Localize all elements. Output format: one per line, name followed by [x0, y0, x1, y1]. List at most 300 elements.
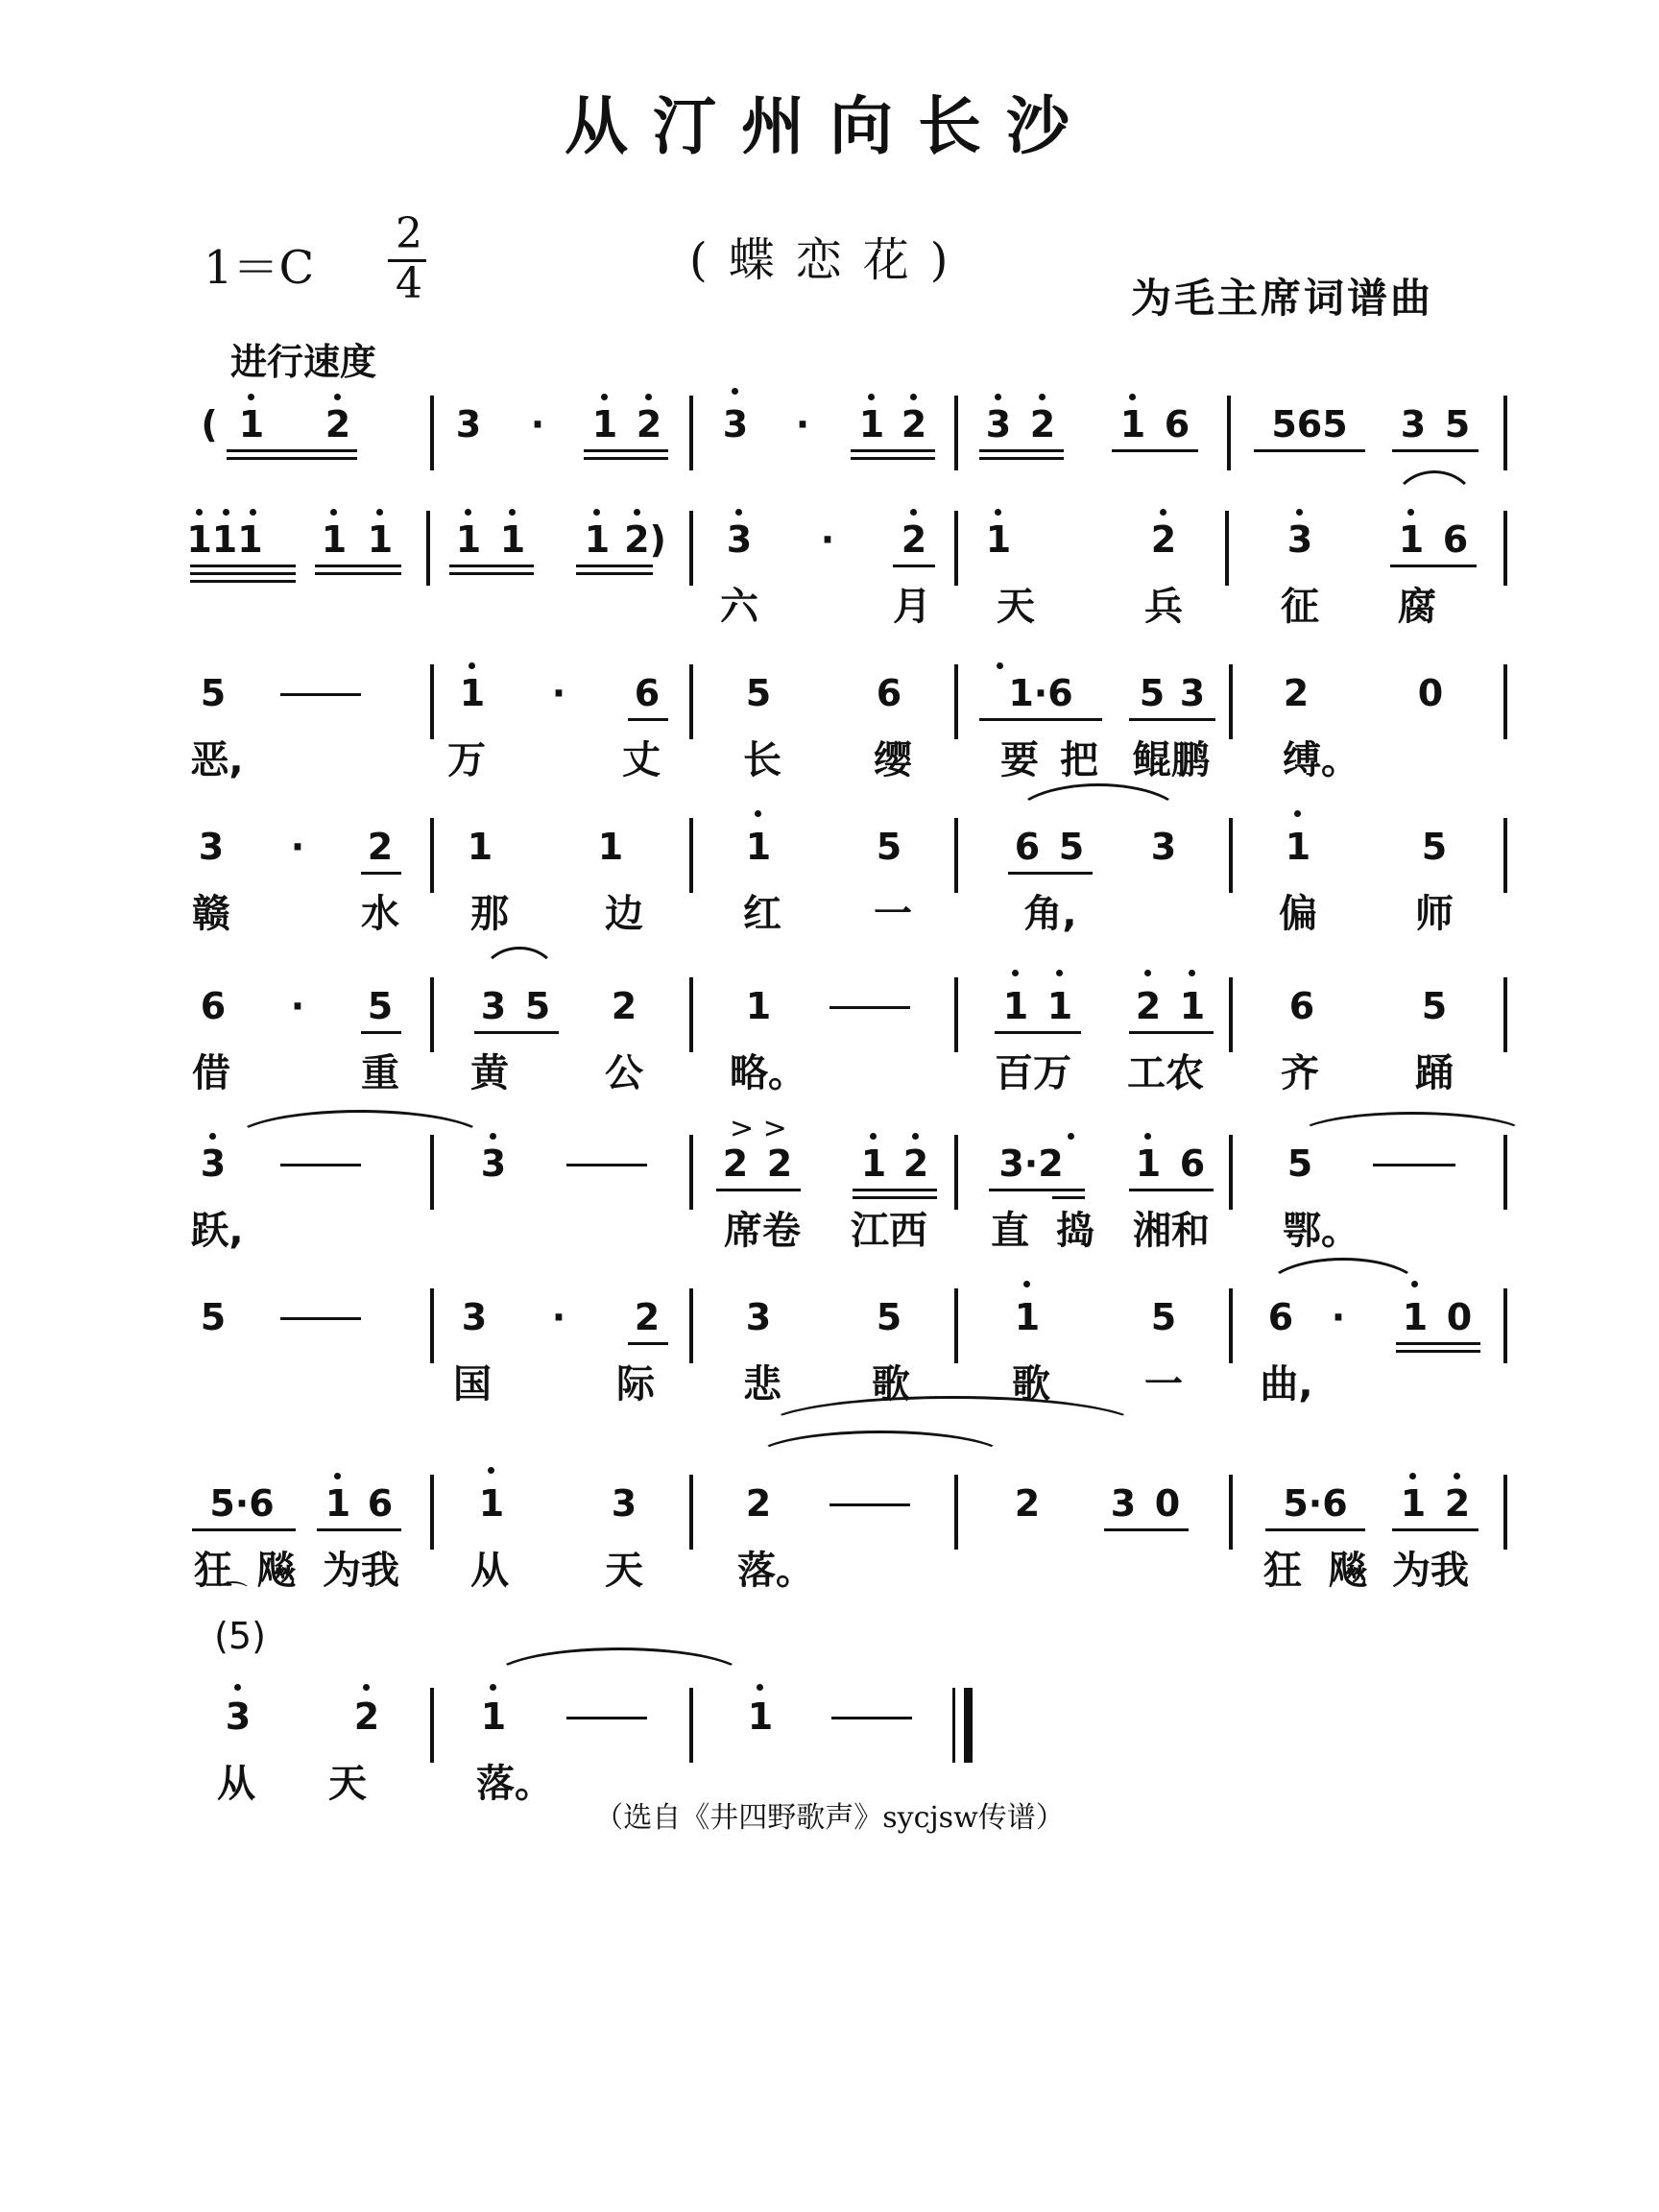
lyric: 角,	[1023, 892, 1077, 936]
score-line-6	[0, 1112, 1659, 1258]
note: 5	[367, 985, 394, 1027]
barline	[1229, 977, 1233, 1052]
lyric: 从	[217, 1762, 255, 1806]
song-title: 从汀州向长沙	[565, 89, 1094, 163]
lyric: 鲲鹏	[1133, 738, 1210, 782]
duration-underline	[979, 449, 1064, 452]
duration-underline	[1112, 449, 1198, 452]
lyric: 鄂。	[1283, 1209, 1359, 1253]
note: 5·6	[209, 1482, 275, 1525]
note: 2	[367, 826, 394, 868]
note: 5	[745, 672, 772, 714]
score-line-5	[0, 966, 1659, 1100]
composer-credit: 为毛主席词谱曲	[1131, 275, 1434, 322]
octave-dot	[1023, 1281, 1030, 1287]
note: 3	[480, 985, 507, 1027]
slur-arc	[230, 1110, 490, 1142]
octave-dot	[870, 1133, 877, 1140]
note: 1	[1398, 518, 1425, 561]
score-line-9	[0, 1575, 1659, 1806]
lyric: 月	[893, 585, 931, 629]
song-subtitle: (蝶恋花)	[689, 233, 970, 287]
note: 1	[1014, 1296, 1041, 1338]
note: 1	[499, 518, 526, 561]
note: 5	[876, 826, 902, 868]
note: 2	[634, 1296, 661, 1338]
duration-underline	[190, 580, 296, 583]
note: ·	[290, 826, 305, 868]
note: 2	[325, 403, 351, 445]
octave-dot	[490, 1133, 496, 1140]
lyric: 兵	[1144, 585, 1183, 629]
lyric: 水	[361, 892, 399, 936]
note: 1	[480, 1695, 507, 1738]
lyric: 重	[361, 1051, 399, 1095]
note: 2	[611, 985, 637, 1027]
duration-underline	[1390, 565, 1477, 567]
lyric: 落。	[737, 1549, 814, 1593]
octave-dot	[1144, 970, 1151, 976]
note: 3	[722, 403, 749, 445]
tempo-marking: 进行速度	[230, 341, 377, 383]
time-signature-denominator: 4	[396, 259, 422, 308]
lyric: 国	[453, 1362, 492, 1407]
octave-dot	[735, 509, 742, 516]
note: 1	[455, 518, 482, 561]
note: 565	[1271, 403, 1348, 445]
note: 2	[353, 1695, 380, 1738]
note: 6	[1267, 1296, 1294, 1338]
note: 5	[1444, 403, 1471, 445]
barline	[430, 1288, 434, 1363]
note: 6	[1014, 826, 1041, 868]
octave-dot	[488, 1467, 494, 1474]
barline	[954, 511, 958, 586]
duration-underline	[628, 718, 668, 721]
note: 6	[1179, 1142, 1206, 1185]
lyric: 六	[720, 585, 758, 629]
lyric: 跃,	[190, 1209, 244, 1253]
note: 5	[1421, 985, 1448, 1027]
barline	[1503, 664, 1507, 739]
note: 1	[1400, 1482, 1427, 1525]
note: 6	[876, 672, 902, 714]
octave-dot	[363, 1684, 370, 1691]
note: 5	[524, 985, 551, 1027]
duration-underline	[1392, 1528, 1479, 1531]
note: 5	[1286, 1142, 1313, 1185]
barline	[1503, 396, 1507, 470]
note: 3·2	[998, 1142, 1064, 1185]
note: 3	[985, 403, 1012, 445]
note: 2	[722, 1142, 749, 1185]
note: 6	[1164, 403, 1190, 445]
lyric: 踊	[1415, 1051, 1454, 1095]
accent-mark: > >	[730, 1112, 787, 1145]
duration-underline	[1265, 1528, 1365, 1531]
duration-underline	[227, 457, 357, 460]
duration-underline	[1104, 1528, 1189, 1531]
lyric: 公	[605, 1051, 643, 1095]
score-line-7	[0, 1277, 1659, 1411]
lyric: 飚	[257, 1549, 296, 1593]
note: 5·6	[1283, 1482, 1348, 1525]
note: 2	[1029, 403, 1056, 445]
note: ·	[551, 1296, 566, 1338]
duration-underline	[628, 1342, 668, 1345]
extension-dash	[566, 1164, 647, 1166]
lyric: 偏	[1279, 892, 1317, 936]
note: 2	[902, 1142, 929, 1185]
lyric: 歌	[872, 1362, 910, 1407]
note: 0	[1417, 672, 1444, 714]
lyric: 席卷	[724, 1209, 801, 1253]
duration-underline	[361, 872, 401, 875]
lyric: 万	[447, 738, 486, 782]
note: ·	[1331, 1296, 1346, 1338]
duration-underline	[449, 572, 534, 575]
duration-underline	[851, 449, 935, 452]
duration-underline	[853, 1189, 937, 1191]
duration-underline	[474, 1031, 559, 1034]
octave-dot	[465, 509, 471, 516]
note: ·	[290, 985, 305, 1027]
extension-dash	[280, 693, 361, 696]
duration-underline	[979, 457, 1064, 460]
note: 1	[367, 518, 394, 561]
note: 2	[901, 403, 927, 445]
note: 3	[1179, 672, 1206, 714]
extension-dash	[831, 1717, 912, 1719]
duration-underline	[853, 1196, 937, 1199]
duration-underline	[1129, 1031, 1214, 1034]
note: 3	[611, 1482, 637, 1525]
duration-underline	[584, 457, 668, 460]
note: 3	[1286, 518, 1313, 561]
lyric: 腐	[1398, 585, 1436, 629]
barline	[430, 818, 434, 893]
note: 6	[1442, 518, 1469, 561]
barline	[689, 664, 693, 739]
note: 0	[1446, 1296, 1473, 1338]
barline	[430, 1135, 434, 1210]
lyric: 为我	[1392, 1549, 1469, 1593]
note: 1	[858, 403, 885, 445]
octave-dot	[1068, 1133, 1074, 1140]
note: 2	[766, 1142, 793, 1185]
duration-underline	[851, 457, 935, 460]
octave-dot	[910, 394, 917, 400]
lyric: 赣	[192, 892, 230, 936]
lyric: 缨	[874, 738, 912, 782]
note: 1	[1119, 403, 1146, 445]
duration-underline	[576, 572, 653, 575]
octave-dot	[490, 1684, 496, 1691]
lyric: 齐	[1281, 1051, 1319, 1095]
note: 2	[1014, 1482, 1041, 1525]
note: 5	[1421, 826, 1448, 868]
lyric: 天	[997, 585, 1035, 629]
note: ·	[795, 403, 810, 445]
extension-dash	[830, 1006, 910, 1009]
lyric: 长	[743, 738, 781, 782]
note: 5	[200, 672, 227, 714]
note: 2	[745, 1482, 772, 1525]
score-line-3	[0, 653, 1659, 787]
note: 1	[985, 518, 1012, 561]
octave-dot	[1039, 394, 1046, 400]
barline	[1229, 664, 1233, 739]
source-credit: （选自《井四野歌声》sycjsw传谱）	[594, 1801, 1065, 1835]
duration-underline	[995, 1031, 1081, 1034]
note: 1	[1402, 1296, 1429, 1338]
duration-underline	[227, 449, 357, 452]
lyric: 从	[470, 1549, 509, 1593]
lyric: 红	[743, 892, 781, 936]
lyric: 飚	[1329, 1549, 1367, 1593]
octave-dot	[330, 509, 337, 516]
octave-dot	[334, 1473, 341, 1479]
barline	[1225, 511, 1229, 586]
note: 3	[480, 1142, 507, 1185]
note: 5	[1150, 1296, 1177, 1338]
note: 6	[1288, 985, 1315, 1027]
octave-dot	[634, 509, 640, 516]
barline	[954, 977, 958, 1052]
note: 1	[467, 826, 493, 868]
barline	[689, 977, 693, 1052]
duration-underline	[317, 1528, 401, 1531]
barline	[430, 977, 434, 1052]
note: 1	[584, 518, 611, 561]
note: 2)	[624, 518, 666, 561]
note: 3	[455, 403, 482, 445]
octave-dot	[1160, 509, 1166, 516]
octave-dot	[1411, 1281, 1418, 1287]
lyric: 工农	[1127, 1051, 1204, 1095]
lyric: 天	[328, 1762, 367, 1806]
barline	[1503, 818, 1507, 893]
note: 2	[1444, 1482, 1471, 1525]
lyric: 际	[616, 1362, 655, 1407]
duration-underline	[989, 1189, 1085, 1191]
note: 1	[325, 1482, 351, 1525]
lyric: 师	[1415, 892, 1454, 936]
octave-dot	[223, 509, 229, 516]
note: 1	[1179, 985, 1206, 1027]
score-line-1	[0, 384, 1659, 480]
octave-dot	[997, 662, 1003, 669]
lyric: 捣	[1056, 1209, 1094, 1253]
note: 3	[726, 518, 753, 561]
slur-arc	[753, 1431, 1008, 1458]
note: 1	[745, 985, 772, 1027]
lyric: 落。	[476, 1762, 553, 1806]
note: 1	[1135, 1142, 1162, 1185]
duration-underline	[1396, 1342, 1480, 1345]
note: 6	[367, 1482, 394, 1525]
duration-underline	[315, 572, 401, 575]
octave-dot	[910, 509, 917, 516]
lyric: 狂	[1263, 1549, 1302, 1593]
octave-dot	[757, 1684, 763, 1691]
octave-dot	[1189, 970, 1195, 976]
octave-dot	[1012, 970, 1019, 976]
note: 111	[186, 518, 263, 561]
note: 1	[321, 518, 348, 561]
octave-dot	[196, 509, 203, 516]
barline	[1229, 1288, 1233, 1363]
lyric: 征	[1281, 585, 1319, 629]
lyric: 把	[1060, 738, 1098, 782]
note: 1	[1002, 985, 1029, 1027]
duration-underline	[192, 1528, 296, 1531]
barline	[1503, 977, 1507, 1052]
duration-underline	[979, 718, 1102, 721]
octave-dot	[755, 810, 761, 817]
barline	[430, 396, 434, 470]
note: 6	[200, 985, 227, 1027]
barline	[1229, 818, 1233, 893]
octave-dot	[1409, 1473, 1416, 1479]
lyric: 一	[874, 892, 912, 936]
lyric: 曲,	[1260, 1362, 1313, 1407]
octave-dot	[912, 1133, 919, 1140]
note: 5	[1058, 826, 1085, 868]
note: 2	[1283, 672, 1310, 714]
octave-dot	[1296, 509, 1303, 516]
octave-dot	[250, 509, 256, 516]
slur-arc	[480, 947, 559, 980]
barline	[954, 1475, 958, 1550]
time-signature-numerator: 2	[396, 209, 422, 258]
barline	[426, 511, 430, 586]
duration-underline	[584, 449, 668, 452]
note: 1	[860, 1142, 887, 1185]
lyric: 悲	[743, 1362, 781, 1407]
note: 3	[1110, 1482, 1137, 1525]
octave-dot	[1144, 1133, 1151, 1140]
note: ·	[530, 403, 545, 445]
barline	[954, 396, 958, 470]
lyric: 边	[605, 892, 643, 936]
barline	[952, 1688, 955, 1763]
extension-dash	[566, 1717, 647, 1719]
barline	[964, 1688, 973, 1763]
note: 1	[238, 403, 265, 445]
lyric: 略。	[730, 1051, 806, 1095]
duration-underline	[1396, 1350, 1480, 1353]
duration-underline	[1392, 449, 1479, 452]
lyric: 为我	[323, 1549, 399, 1593]
octave-dot	[1129, 394, 1136, 400]
note: 1	[459, 672, 486, 714]
extension-dash	[1373, 1164, 1455, 1166]
duration-underline	[190, 572, 296, 575]
note: 2	[901, 518, 927, 561]
extension-dash	[280, 1164, 361, 1166]
lyric: 那	[470, 892, 509, 936]
note: (	[201, 403, 218, 445]
lyric: 天	[605, 1549, 643, 1593]
octave-dot	[645, 394, 652, 400]
note: 2	[1135, 985, 1162, 1027]
score-line-4	[0, 806, 1659, 941]
duration-underline	[449, 565, 534, 567]
note: 3	[1400, 403, 1427, 445]
barline	[1503, 1288, 1507, 1363]
lyric: 歌	[1012, 1362, 1050, 1407]
duration-underline	[361, 1031, 401, 1034]
octave-dot	[334, 394, 341, 400]
note: 3	[461, 1296, 488, 1338]
lyric: 要	[1000, 738, 1039, 782]
lyric: 百万	[995, 1051, 1071, 1095]
note: 3	[1150, 826, 1177, 868]
octave-dot	[1454, 1473, 1460, 1479]
octave-dot	[234, 1684, 241, 1691]
barline	[430, 1688, 434, 1763]
barline	[954, 664, 958, 739]
barline	[689, 1288, 693, 1363]
note: 6	[634, 672, 661, 714]
barline	[954, 1135, 958, 1210]
octave-dot	[995, 509, 1001, 516]
barline	[689, 818, 693, 893]
duration-underline	[576, 565, 653, 567]
octave-dot	[469, 662, 475, 669]
note: 5	[876, 1296, 902, 1338]
slur-arc	[1012, 783, 1185, 819]
duration-underline	[315, 565, 401, 567]
lyric: 狂	[194, 1549, 232, 1593]
barline	[689, 396, 693, 470]
barline	[954, 1288, 958, 1363]
lyric: 江西	[851, 1209, 927, 1253]
lyric: 缚。	[1283, 738, 1359, 782]
note: 1	[597, 826, 624, 868]
octave-dot	[732, 388, 738, 395]
octave-dot	[868, 394, 875, 400]
lyric: 黄	[470, 1051, 509, 1095]
octave-dot	[995, 394, 1001, 400]
lyric: 借	[192, 1051, 230, 1095]
barline	[954, 818, 958, 893]
octave-dot	[601, 394, 608, 400]
octave-dot	[209, 1133, 216, 1140]
score-line-2	[0, 499, 1659, 643]
slur-arc	[1296, 1112, 1528, 1136]
barline	[689, 1688, 693, 1763]
ossia-note: (5)	[214, 1615, 266, 1657]
extension-dash	[830, 1503, 910, 1506]
note: 3	[225, 1695, 252, 1738]
octave-dot	[593, 509, 600, 516]
barline	[1229, 1135, 1233, 1210]
duration-underline	[190, 565, 296, 567]
note: 1	[747, 1695, 774, 1738]
note: 1	[591, 403, 618, 445]
octave-dot	[1294, 810, 1301, 817]
note: 1	[1285, 826, 1311, 868]
note: 3	[198, 826, 225, 868]
barline	[1503, 1475, 1507, 1550]
lyric: 直	[991, 1209, 1029, 1253]
slur-arc	[1263, 1258, 1423, 1291]
lyric: 恶,	[190, 738, 244, 782]
note: 1	[478, 1482, 505, 1525]
barline	[1503, 1135, 1507, 1210]
